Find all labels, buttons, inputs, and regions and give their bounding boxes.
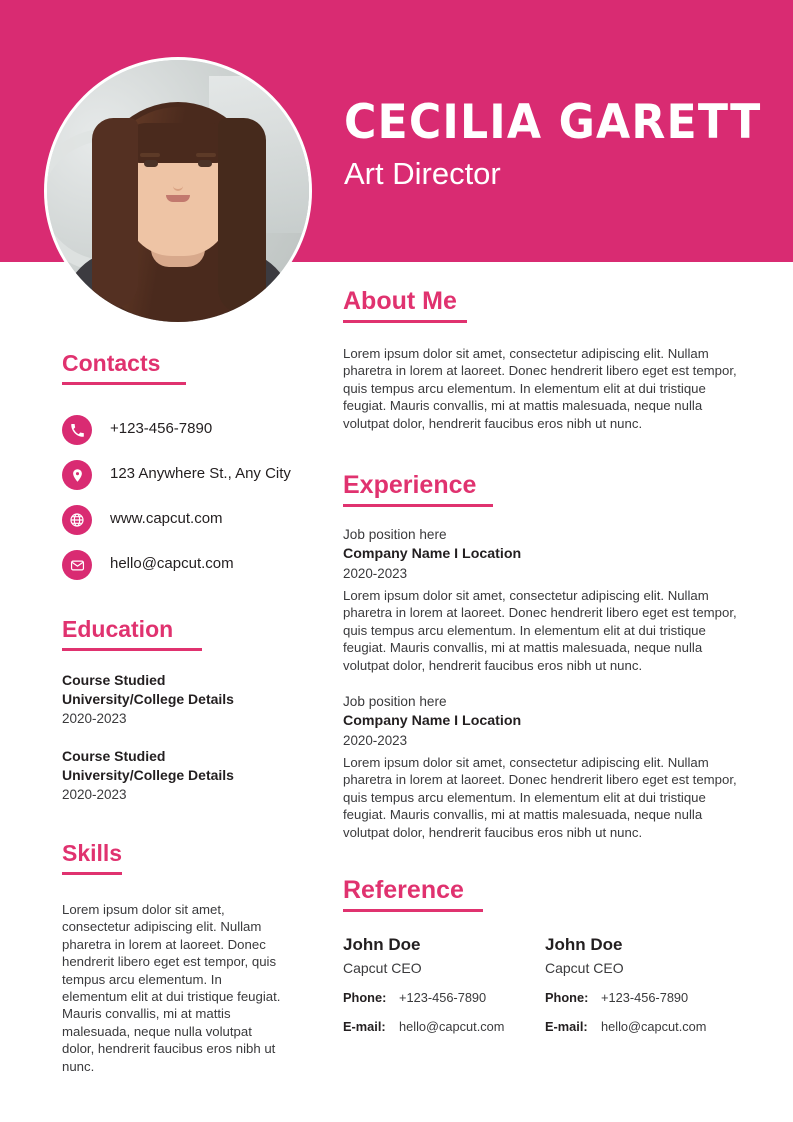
contacts-heading-rule xyxy=(62,382,186,385)
experience-section xyxy=(343,472,747,841)
contact-item-address[interactable] xyxy=(62,460,302,490)
experience-entry xyxy=(343,525,747,674)
experience-entry xyxy=(343,692,747,841)
reference-phone-value: +123-456-7890 xyxy=(601,990,689,1006)
contacts-list xyxy=(62,415,302,580)
portrait-eye-left xyxy=(144,160,158,167)
experience-years: 2020-2023 xyxy=(343,733,408,749)
experience-description: Lorem ipsum dolor sit amet, consectetur adipiscing elit. Nullam pharetra in lorem at laoreet. Donec hendrerit libero eget est tempor, quis tempus arcu elementum. In elementum elit at dui tristique feugiat. Mauris convallis, mi at mattis malesuada, neque nulla volutpat dolor, hendrerit faucibus eros nibh ut nunc. xyxy=(343,588,737,673)
education-institution: University/College Details xyxy=(62,691,234,707)
location-pin-icon xyxy=(62,460,92,490)
contact-email-value: hello@capcut.com xyxy=(110,555,234,572)
phone-icon xyxy=(62,415,92,445)
reference-email-value: hello@capcut.com xyxy=(399,1019,505,1035)
reference-phone-label: Phone: xyxy=(545,990,589,1006)
reference-entry xyxy=(343,934,545,1036)
about-text: Lorem ipsum dolor sit amet, consectetur adipiscing elit. Nullam pharetra in lorem at laoreet. Donec hendrerit libero eget est tempor, quis tempus arcu elementum. In elementum elit at dui tristique feugiat. Mauris convallis, mi at mattis malesuada, neque nulla volutpat dolor, hendrerit faucibus eros nibh ut nunc. xyxy=(343,346,737,431)
experience-position: Job position here xyxy=(343,527,447,543)
education-years: 2020-2023 xyxy=(62,711,127,726)
contact-item-email[interactable] xyxy=(62,550,302,580)
left-column xyxy=(62,350,302,1075)
education-course: Course Studied xyxy=(62,672,166,688)
contacts-section xyxy=(62,350,302,580)
portrait-brow-left xyxy=(140,153,160,157)
contact-item-website[interactable] xyxy=(62,505,302,535)
experience-heading: Experience xyxy=(343,471,477,500)
reference-email-row xyxy=(545,1017,747,1036)
profile-photo xyxy=(44,57,312,325)
reference-name: John Doe xyxy=(343,935,421,955)
portrait-eye-right xyxy=(198,160,212,167)
contacts-heading: Contacts xyxy=(62,350,161,376)
portrait-hair-right xyxy=(218,118,266,314)
contact-item-phone[interactable] xyxy=(62,415,302,445)
reference-email-row xyxy=(343,1017,545,1036)
experience-heading-rule xyxy=(343,504,493,507)
right-column xyxy=(343,288,747,1036)
reference-phone-label: Phone: xyxy=(343,990,387,1006)
reference-phone-row xyxy=(545,988,747,1007)
reference-email-label: E-mail: xyxy=(545,1019,588,1035)
header-text-block xyxy=(344,95,764,192)
portrait-fringe xyxy=(123,123,233,163)
reference-email-label: E-mail: xyxy=(343,1019,386,1035)
about-heading-rule xyxy=(343,320,467,323)
skills-heading: Skills xyxy=(62,840,123,866)
reference-heading-rule xyxy=(343,909,483,912)
contact-address-value: 123 Anywhere St., Any City xyxy=(110,465,291,482)
contact-phone-value: +123-456-7890 xyxy=(110,420,213,437)
reference-role: Capcut CEO xyxy=(343,960,422,977)
about-heading: About Me xyxy=(343,287,457,315)
reference-phone-row xyxy=(343,988,545,1007)
portrait-brow-right xyxy=(196,153,216,157)
portrait-mouth xyxy=(166,195,190,202)
experience-description: Lorem ipsum dolor sit amet, consectetur adipiscing elit. Nullam pharetra in lorem at laoreet. Donec hendrerit libero eget est tempor, quis tempus arcu elementum. In elementum elit at dui tristique feugiat. Mauris convallis, mi at mattis malesuada, neque nulla volutpat dolor, hendrerit faucibus eros nibh ut nunc. xyxy=(343,755,737,840)
reference-role: Capcut CEO xyxy=(545,960,624,977)
education-entry xyxy=(62,747,302,804)
skills-text: Lorem ipsum dolor sit amet, consectetur adipiscing elit. Nullam pharetra in lorem at laoreet. Donec hendrerit libero eget est tempor, quis tempus arcu elementum. In elementum elit at dui tristique feugiat. Mauris convallis, mi at mattis malesuada, neque nulla volutpat dolor, hendrerit faucibus eros nibh ut nunc. xyxy=(62,902,281,1074)
skills-heading-rule xyxy=(62,872,122,875)
experience-company: Company Name I Location xyxy=(343,713,522,730)
envelope-icon xyxy=(62,550,92,580)
reference-section xyxy=(343,877,747,1036)
reference-heading: Reference xyxy=(343,876,464,905)
reference-phone-value: +123-456-7890 xyxy=(399,990,487,1006)
reference-entry xyxy=(545,934,747,1036)
education-years: 2020-2023 xyxy=(62,787,127,802)
reference-list xyxy=(343,934,747,1036)
contact-website-value: www.capcut.com xyxy=(110,510,223,527)
education-course: Course Studied xyxy=(62,748,166,764)
education-section xyxy=(62,616,302,804)
experience-position: Job position here xyxy=(343,694,447,710)
portrait-nose xyxy=(173,179,183,191)
job-title: Art Director xyxy=(344,156,501,191)
education-institution: University/College Details xyxy=(62,767,234,783)
globe-icon xyxy=(62,505,92,535)
reference-name: John Doe xyxy=(545,935,623,955)
education-entry xyxy=(62,671,302,728)
experience-company: Company Name I Location xyxy=(343,546,522,563)
education-heading-rule xyxy=(62,648,202,651)
experience-years: 2020-2023 xyxy=(343,566,408,582)
skills-section xyxy=(62,840,302,1075)
education-heading: Education xyxy=(62,616,174,642)
about-section xyxy=(343,288,747,432)
portrait-hair-left xyxy=(92,118,138,308)
full-name: CECILIA GARETT xyxy=(344,95,762,150)
reference-email-value: hello@capcut.com xyxy=(601,1019,707,1035)
